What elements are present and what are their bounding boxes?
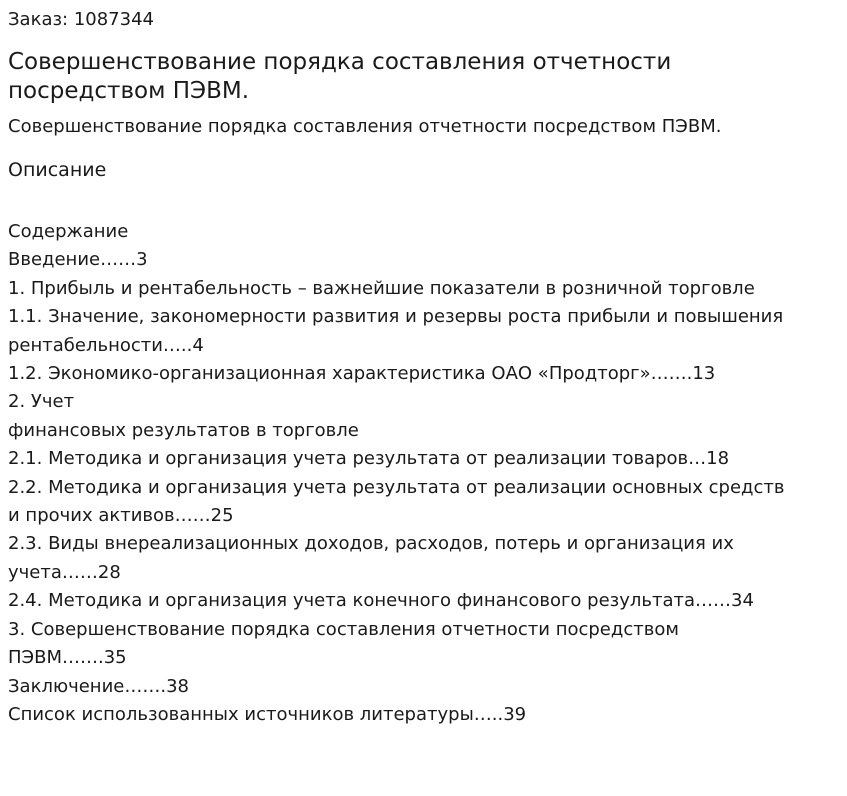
toc-line: финансовых результатов в торговле — [8, 419, 359, 441]
page-subtitle: Совершенствование порядка составления отчетности посредством ПЭВМ. — [8, 116, 722, 137]
toc-line: 2.1. Методика и организация учета результата от реализации товаров…18 — [8, 448, 730, 470]
toc-line: 1. Прибыль и рентабельность – важнейшие показатели в розничной торговле — [8, 277, 755, 299]
table-of-contents — [8, 218, 838, 729]
toc-line: учета……28 — [8, 561, 121, 583]
page-title: Совершенствование порядка составления отчетности посредством ПЭВМ. — [8, 49, 672, 104]
toc-line: 2.2. Методика и организация учета результата от реализации основных средств — [8, 476, 785, 498]
toc-heading: Содержание — [8, 221, 129, 242]
toc-line: 3. Совершенствование порядка составления отчетности посредством — [8, 618, 679, 640]
toc-line: 1.2. Экономико-организационная характеристика ОАО «Продторг»…….13 — [8, 363, 716, 385]
toc-line: 2.3. Виды внереализационных доходов, расходов, потерь и организация их — [8, 533, 734, 555]
toc-line: рентабельности…..4 — [8, 334, 204, 356]
toc-line: Список использованных источников литературы…..39 — [8, 703, 527, 725]
toc-line: 2.4. Методика и организация учета конечного финансового результата……34 — [8, 590, 754, 612]
toc-line: 1.1. Значение, закономерности развития и резервы роста прибыли и повышения — [8, 306, 784, 328]
toc-line: Введение……3 — [8, 249, 148, 271]
description-heading: Описание — [8, 159, 107, 181]
toc-line: 2. Учет — [8, 391, 75, 413]
order-number: Заказ: 1087344 — [8, 9, 154, 30]
toc-line: и прочих активов……25 — [8, 505, 234, 527]
toc-line: ПЭВМ…….35 — [8, 647, 127, 669]
toc-line: Заключение…….38 — [8, 675, 189, 697]
